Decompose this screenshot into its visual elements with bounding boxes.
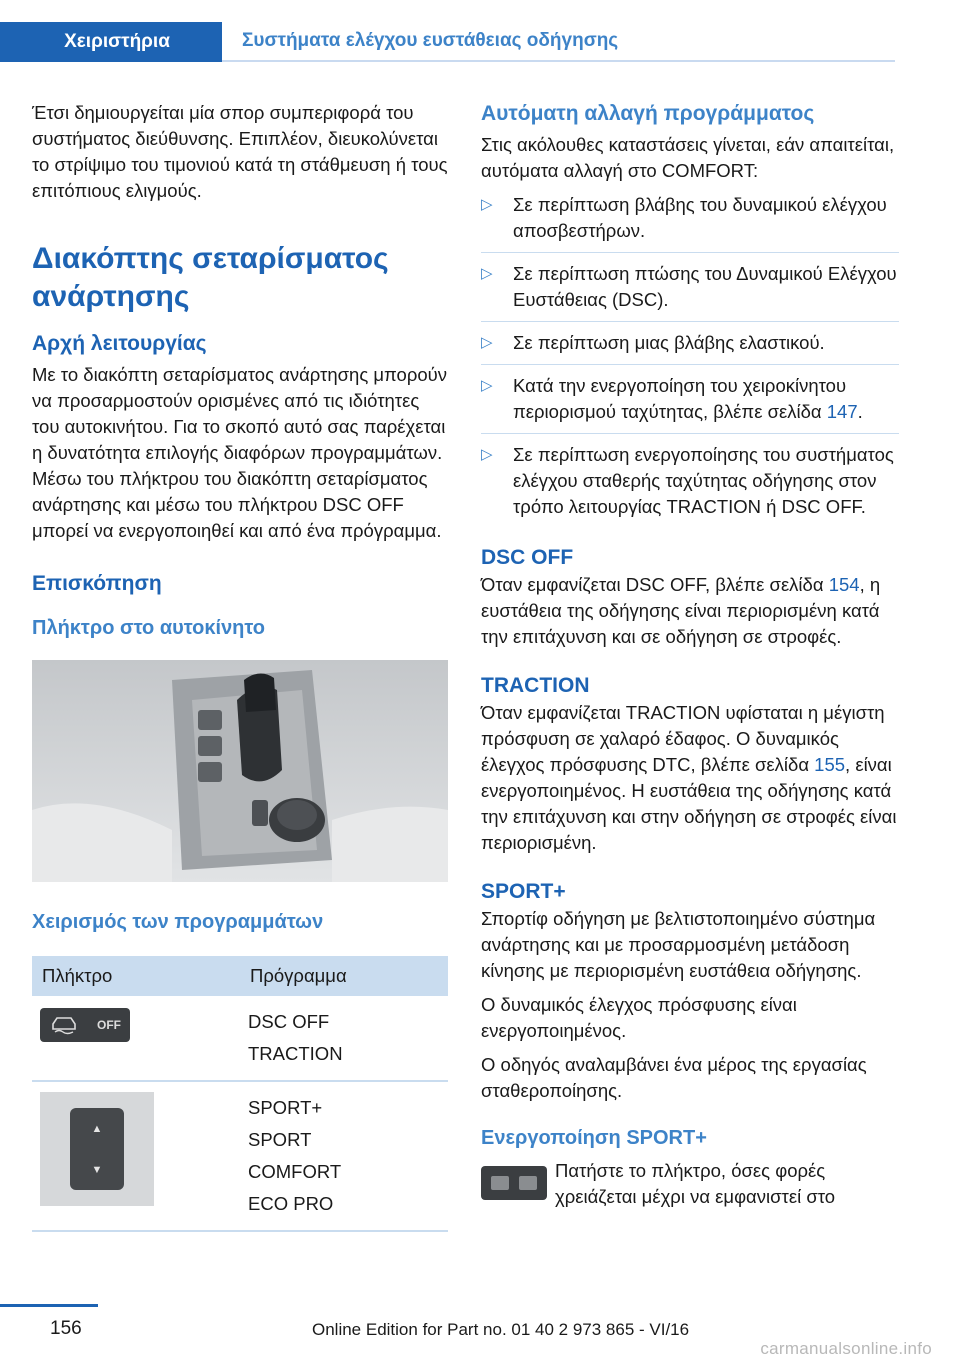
list-item: ▷ Σε περίπτωση ενεργοποίησης του συστήματος ελέγχου σταθερής ταχύτητας οδήγησης στον τρόπο λειτουργίας TRACTION ή DSC OFF. <box>481 442 899 528</box>
page-link-155[interactable]: 155 <box>814 754 846 775</box>
list-item-text: . <box>857 401 863 422</box>
page-link-147[interactable]: 147 <box>826 401 858 422</box>
switch-button-icon <box>481 1166 547 1200</box>
column-header-program: Πρόγραμμα <box>240 956 448 996</box>
paragraph-text: , η ευστάθεια της οδήγησης είναι περιορισμένη κατά την επιτάχυνση και σε οδήγηση σε στροφές. <box>481 574 881 647</box>
page-number: 156 <box>50 1318 82 1339</box>
program-cell <box>240 996 448 1081</box>
footer-accent-bar <box>0 1304 98 1307</box>
console-illustration <box>32 660 448 882</box>
principle-paragraph: Με το διακόπτη σεταρίσματος ανάρτησης μπορούν να προσαρμοστούν ορισμένες από τις ιδιότητες του αυτοκινήτου. Για το σκοπό αυτό σας παρέχεται η δυνατότητα επιλογής διαφόρων προγραμμάτων. Μέσω του πλήκτρου του διακόπτη σεταρίσματος ανάρτησης και μέσω του πλήκτρου DSC OFF μπορεί να ενεργοποιηθεί και από ένα πρόγραμμα. <box>32 364 448 541</box>
column-header-button: Πλήκτρο <box>32 956 240 996</box>
intro-paragraph: Έτσι δημιουργείται μία σπορ συμπεριφορά του συστήματος διεύθυνσης. Επιπλέον, διευκολύνεται το στρίψιμο του τιμονιού κατά τη στάθμευση ή τους επιτόπιους ελιγμούς. <box>32 102 448 201</box>
center-console-photo <box>32 660 448 882</box>
program-name: DSC OFF <box>248 1011 330 1032</box>
section-title: Συστήματα ελέγχου ευστάθειας οδήγησης <box>222 22 895 62</box>
program-name: SPORT <box>248 1129 312 1150</box>
table-row <box>32 996 448 1081</box>
principle-heading: Αρχή λειτουργίας <box>32 332 207 355</box>
table-row <box>32 1081 448 1231</box>
dsc-off-heading: DSC OFF <box>481 546 574 569</box>
right-column <box>481 100 899 1210</box>
dsc-off-button-cell <box>32 996 240 1081</box>
list-item: ▷ Σε περίπτωση μιας βλάβης ελαστικού. <box>481 330 899 365</box>
traction-heading: TRACTION <box>481 674 590 697</box>
left-column <box>32 100 448 1232</box>
activate-instruction <box>481 1158 899 1210</box>
dsc-off-button-text: OFF <box>97 1018 121 1032</box>
list-item <box>481 373 899 434</box>
program-name: TRACTION <box>248 1043 343 1064</box>
watermark: carmanualsonline.info <box>760 1339 932 1358</box>
programs-table <box>32 956 448 1232</box>
sport-plus-heading: SPORT+ <box>481 880 566 903</box>
auto-change-list <box>481 192 899 528</box>
paragraph-text: Όταν εμφανίζεται DSC OFF, βλέπε σελίδα <box>481 574 829 595</box>
skid-car-icon <box>49 1015 79 1035</box>
rocker-switch-icon <box>40 1092 154 1206</box>
paragraph-text: , είναι ενεργοποιημένος. Η ευστάθεια της οδήγησης κατά την επιτάχυνση και στην οδήγηση σε στροφές είναι περιορισμένη. <box>481 754 897 853</box>
list-item: ▷ Σε περίπτωση βλάβης του δυναμικού ελέγχου αποσβεστήρων. <box>481 192 899 253</box>
auto-change-heading: Αυτόματη αλλαγή προγράμματος <box>481 102 815 125</box>
edition-line: Online Edition for Part no. 01 40 2 973 865 - VI/16 <box>312 1320 690 1339</box>
operation-subheading: Χειρισμός των προγραμμάτων <box>32 911 324 933</box>
chapter-tab: Χειριστήρια <box>0 22 222 62</box>
driving-experience-switch-cell <box>32 1081 240 1231</box>
list-item: ▷ Σε περίπτωση πτώσης του Δυναμικού Ελέγχου Ευστάθειας (DSC). <box>481 261 899 322</box>
dsc-off-paragraph <box>481 572 899 650</box>
page-link-154[interactable]: 154 <box>828 574 860 595</box>
list-item-text: Κατά την ενεργοποίηση του χειροκίνητου περιορισμού ταχύτητας, βλέπε σελίδα <box>513 375 847 422</box>
program-name: ECO PRO <box>248 1193 334 1214</box>
main-heading: Διακόπτης σεταρίσματος ανάρτησης <box>32 242 389 313</box>
sport-plus-paragraph: Σπορτίφ οδήγηση με βελτιστοποιημένο σύστημα ανάρτησης και με προσαρμοσμένη μετάδοση κίνησης με περιορισμένη ευστάθεια οδήγησης. <box>481 908 876 981</box>
traction-paragraph <box>481 700 899 856</box>
program-name: SPORT+ <box>248 1097 323 1118</box>
program-name: COMFORT <box>248 1161 342 1182</box>
sport-plus-paragraph-3: Ο οδηγός αναλαμβάνει ένα μέρος της εργασίας σταθεροποίησης. <box>481 1054 867 1101</box>
sport-plus-paragraph-2: Ο δυναμικός έλεγχος πρόσφυσης είναι ενεργοποιημένος. <box>481 994 797 1041</box>
program-cell <box>240 1081 448 1231</box>
overview-heading: Επισκόπηση <box>32 572 162 595</box>
button-subheading: Πλήκτρο στο αυτοκίνητο <box>32 617 265 639</box>
dsc-off-button-icon <box>40 1008 130 1042</box>
activate-paragraph: Πατήστε το πλήκτρο, όσες φορές χρειάζεται μέχρι να εμφανιστεί στο <box>555 1160 836 1207</box>
auto-change-paragraph: Στις ακόλουθες καταστάσεις γίνεται, εάν απαιτείται, αυτόματα αλλαγή στο COMFORT: <box>481 134 895 181</box>
activate-sport-plus-heading: Ενεργοποίηση SPORT+ <box>481 1127 707 1149</box>
page-header <box>0 22 895 62</box>
up-arrow-icon: ▲ <box>91 1122 103 1135</box>
down-arrow-icon: ▼ <box>91 1163 103 1176</box>
paragraph-text: Όταν εμφανίζεται TRACTION υφίσταται η μέγιστη πρόσφυση σε χαλαρό έδαφος. Ο δυναμικός έλεγχος πρόσφυσης DTC, βλέπε σελίδα <box>481 702 885 775</box>
table-header-row <box>32 956 448 996</box>
